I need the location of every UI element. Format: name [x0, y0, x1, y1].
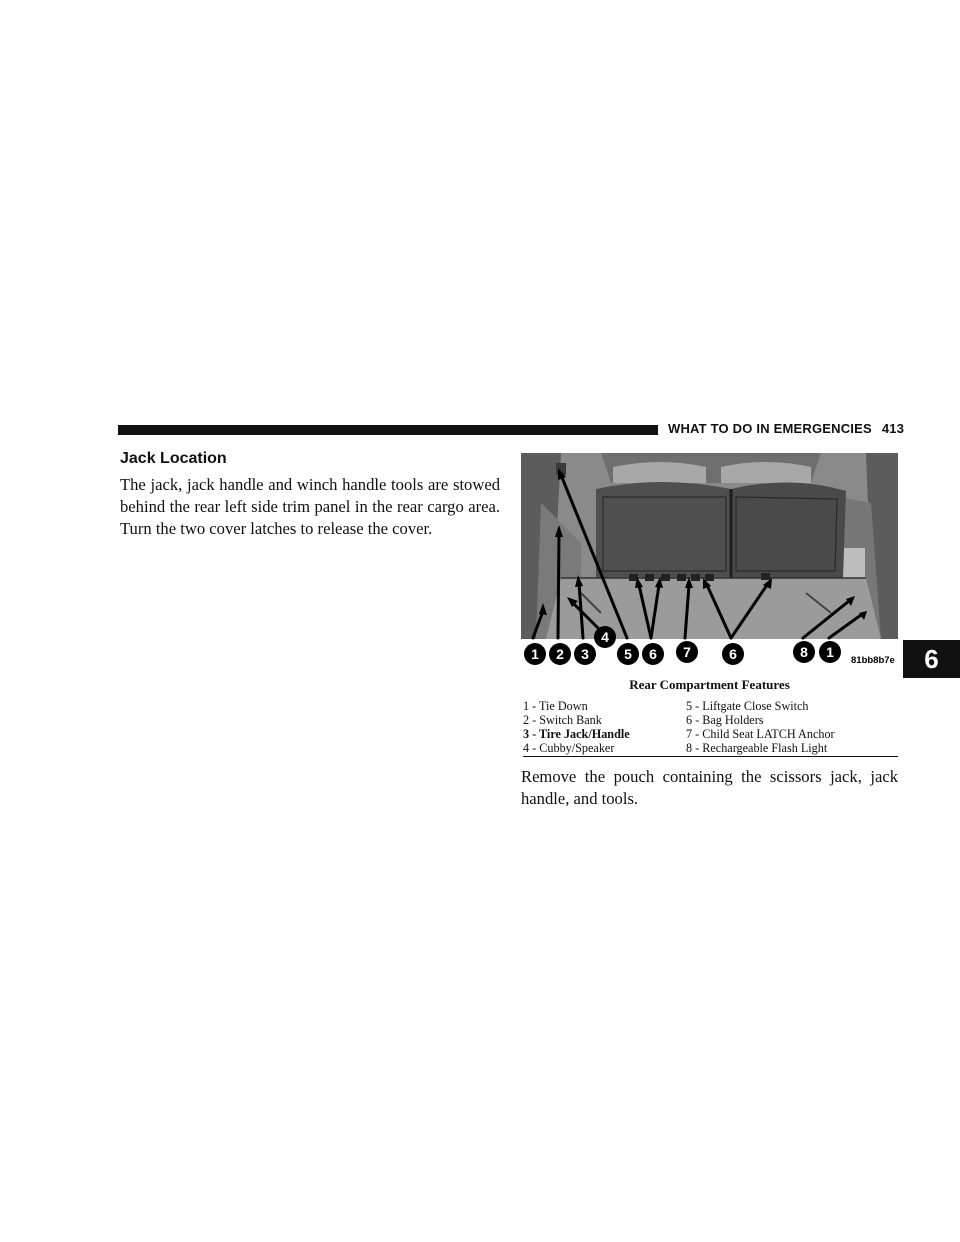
callout-1: 1	[531, 646, 539, 662]
legend-row	[523, 727, 898, 741]
header-section-title: WHAT TO DO IN EMERGENCIES	[668, 421, 872, 436]
callout-3: 3	[581, 646, 589, 662]
legend-item: 2 - Switch Bank	[523, 713, 602, 727]
header-rule	[118, 425, 658, 435]
legend-row	[523, 713, 898, 727]
callout-5: 5	[624, 646, 632, 662]
figure-caption: Rear Compartment Features	[629, 677, 790, 692]
legend-item: 5 - Liftgate Close Switch	[686, 699, 809, 713]
after-figure-paragraph: Remove the pouch containing the scissors jack, jack handle, and tools.	[521, 767, 898, 808]
callout-6b: 6	[729, 646, 737, 662]
image-code: 81bb8b7e	[851, 655, 895, 666]
callout-2: 2	[556, 646, 564, 662]
rear-compartment-illustration	[521, 453, 898, 669]
callout-1b: 1	[826, 644, 834, 660]
callout-6a: 6	[649, 646, 657, 662]
intro-paragraph: The jack, jack handle and winch handle tools are stowed behind the rear left side trim panel in the rear cargo area. Turn the two cover latches to release the cover.	[120, 475, 500, 538]
chapter-tab: 6	[903, 640, 960, 678]
legend-item: 6 - Bag Holders	[686, 713, 764, 727]
legend-row	[523, 699, 898, 713]
section-title: Jack Location	[120, 450, 227, 467]
legend-item: 1 - Tie Down	[523, 699, 588, 713]
legend-item: 4 - Cubby/Speaker	[523, 741, 615, 755]
callout-8: 8	[800, 644, 808, 660]
page-number: 413	[881, 421, 905, 436]
callout-7: 7	[683, 644, 691, 660]
running-header	[668, 421, 904, 436]
legend-item: 7 - Child Seat LATCH Anchor	[686, 727, 835, 741]
legend-row	[523, 741, 898, 755]
callout-4: 4	[601, 629, 609, 645]
legend-item: 3 - Tire Jack/Handle	[523, 727, 630, 741]
figure-legend	[523, 699, 898, 757]
legend-item: 8 - Rechargeable Flash Light	[686, 741, 828, 755]
